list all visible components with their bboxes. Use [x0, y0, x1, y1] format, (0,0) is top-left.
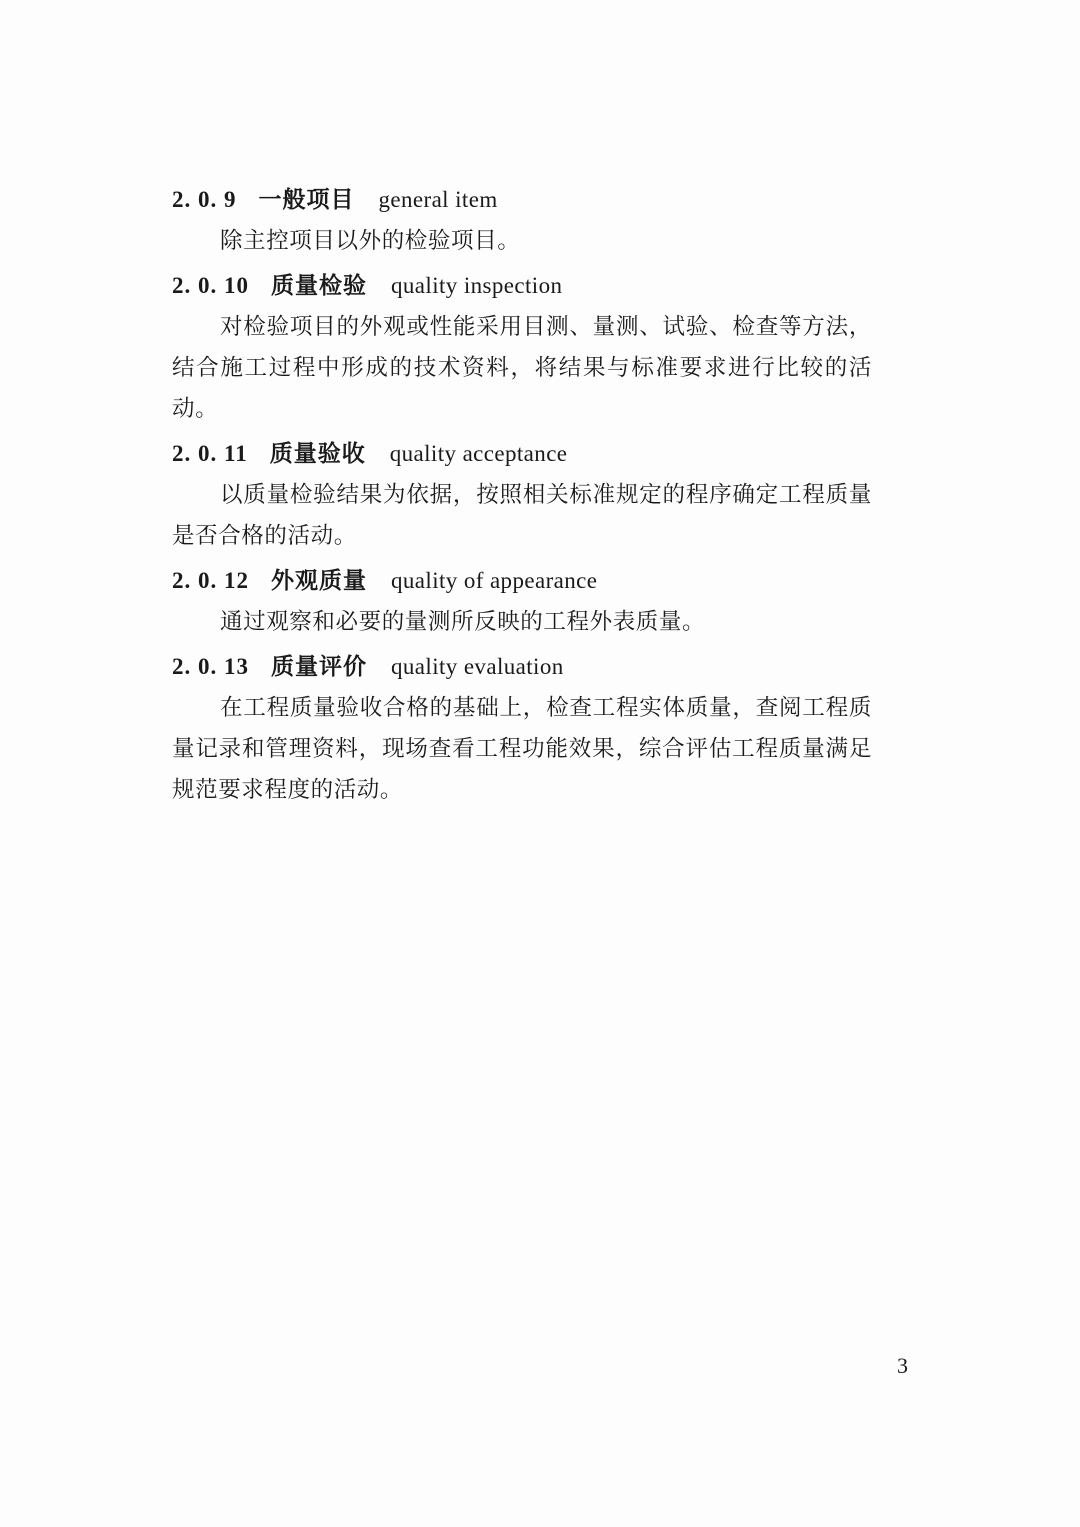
term-number: 2. 0. 9	[172, 187, 237, 212]
term-name-en: quality inspection	[391, 273, 563, 298]
term-name-cn: 质量检验	[271, 272, 367, 299]
term-name-cn: 质量评价	[271, 653, 367, 680]
term-number: 2. 0. 13	[172, 654, 249, 679]
term-name-cn: 外观质量	[271, 567, 367, 594]
term-number: 2. 0. 11	[172, 441, 248, 466]
term-definition: 除主控项目以外的检验项目。	[220, 228, 521, 254]
term-name-en: quality acceptance	[389, 441, 568, 466]
term-name-cn: 一般项目	[258, 186, 355, 213]
page-number: 3	[897, 1353, 908, 1378]
term-entry	[172, 178, 872, 262]
term-number: 2. 0. 12	[172, 568, 249, 593]
term-name-en: general item	[378, 187, 498, 212]
term-entry	[172, 432, 872, 557]
term-definition: 对检验项目的外观或性能采用目测、量测、试验、检查等方法，结合施工过程中形成的技术资料，将结果与标准要求进行比较的活动。	[172, 314, 872, 422]
term-heading	[172, 432, 872, 475]
term-heading	[172, 264, 872, 307]
term-entry	[172, 264, 872, 430]
page-content	[172, 178, 872, 813]
term-definition: 在工程质量验收合格的基础上，检查工程实体质量，查阅工程质量记录和管理资料，现场查看工程功能效果，综合评估工程质量满足规范要求程度的活动。	[172, 695, 872, 803]
term-name-cn: 质量验收	[269, 440, 366, 467]
term-number: 2. 0. 10	[172, 273, 249, 298]
term-heading	[172, 645, 872, 688]
term-name-en: quality of appearance	[391, 568, 598, 593]
term-definition: 以质量检验结果为依据，按照相关标准规定的程序确定工程质量是否合格的活动。	[172, 482, 872, 549]
term-name-en: quality evaluation	[391, 654, 564, 679]
term-definition: 通过观察和必要的量测所反映的工程外表质量。	[220, 609, 706, 635]
term-entry	[172, 559, 872, 643]
term-heading	[172, 559, 872, 602]
term-entry	[172, 645, 872, 811]
term-heading	[172, 178, 872, 221]
